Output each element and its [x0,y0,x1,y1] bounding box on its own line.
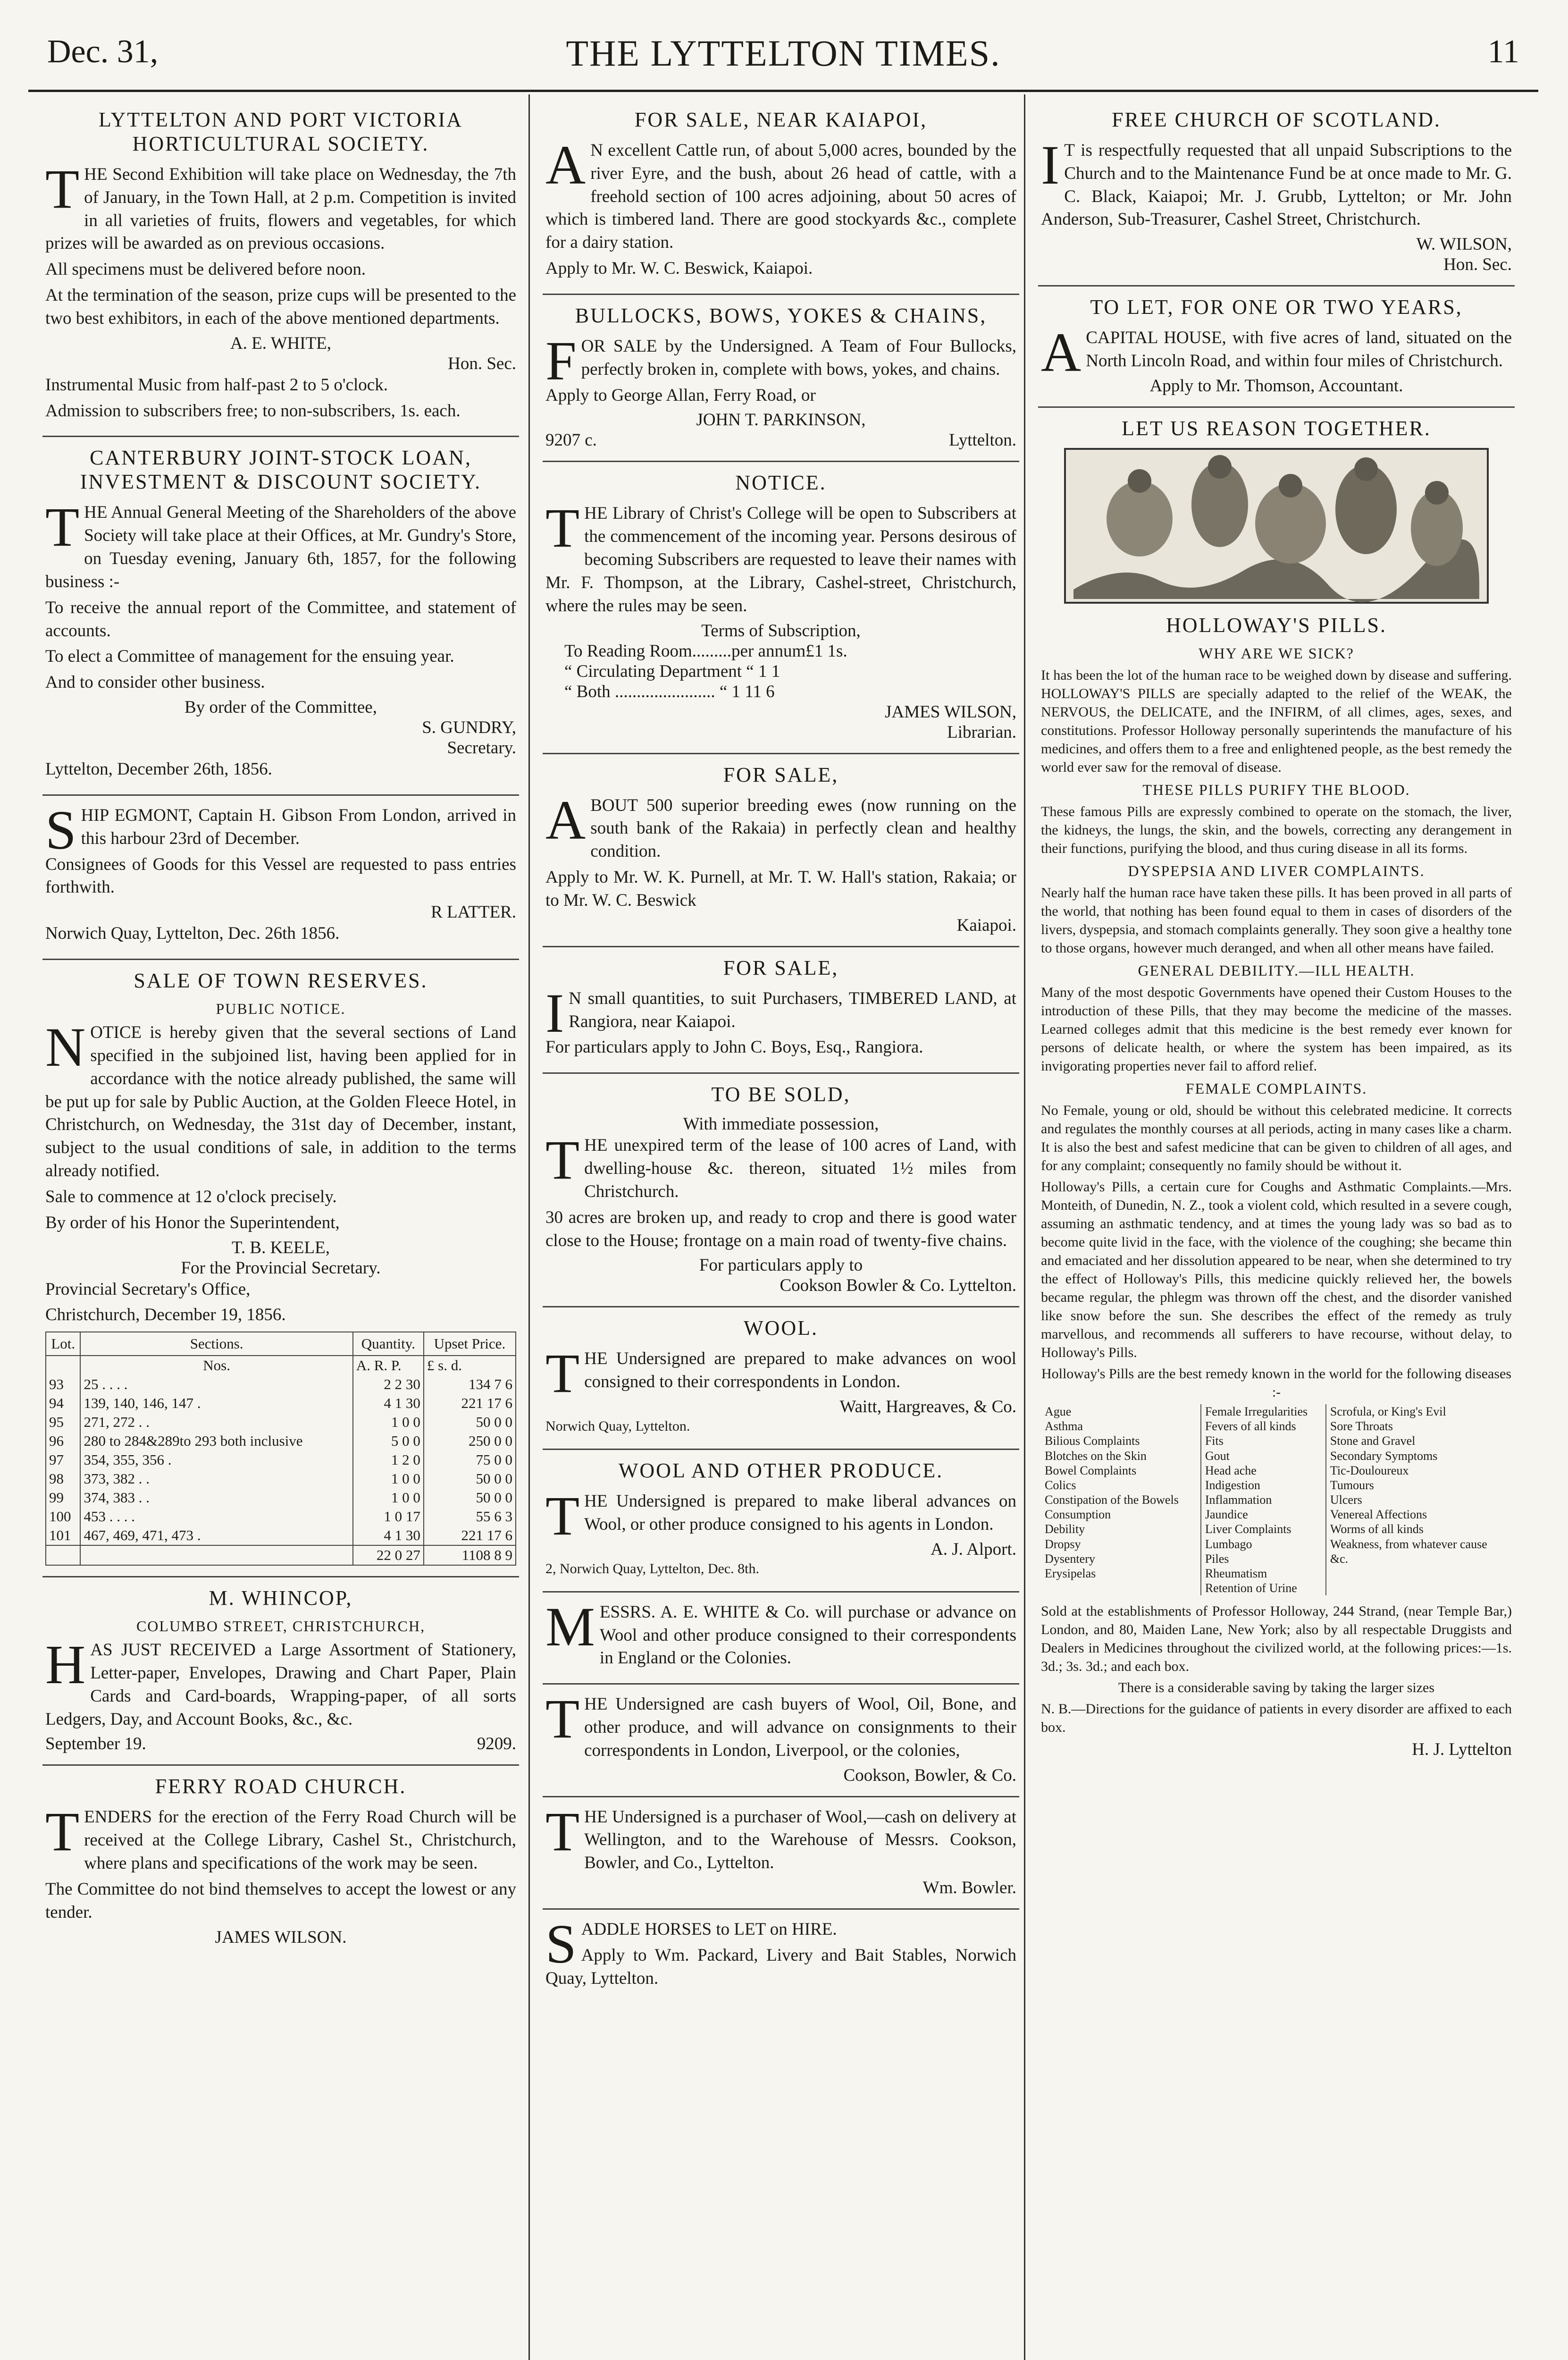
ad-body: Apply to Mr. W. C. Beswick, Kaiapoi. [545,259,813,278]
ad-wool [543,1307,1019,1450]
table-cell: 354, 355, 356 . [80,1450,352,1469]
ad-ferry-road-church [42,1766,519,1957]
ad-title: M. WHINCOP, [209,1586,353,1610]
engraving-illustration [1064,448,1489,604]
ad-date: Christchurch, December 19, 1856. [45,1305,286,1325]
ad-title: LYTTELTON AND PORT VICTORIA HORTICULTURAL SOCIETY. [99,108,463,155]
column-2 [543,99,1019,2360]
ailment-item: Asthma [1045,1419,1083,1433]
table-cell: 99 [46,1488,80,1507]
ailment-item: Colics [1045,1478,1076,1492]
ad-body: NOTICE is hereby given that the several sections of Land specified in the subjoined list, having been applied for in accordance with the notice already published, the same will be put up for sale by Public Auction, at the Golden Fleece Hotel, in Christchurch, on Wednesday, the 31st day of December, instant, subject to the usual conditions of sale, in addition to the terms already notified. [45,1016,516,1181]
ad-signature: R LATTER. [431,902,516,922]
ad-office: Provincial Secretary's Office, [45,1279,251,1299]
issue-date: Dec. 31, [47,34,159,70]
lots-table-header [46,1332,516,1356]
ad-title: FERRY ROAD CHURCH. [155,1775,407,1798]
ad-bullocks [543,295,1019,462]
ad-wool-produce [543,1450,1019,1593]
ad-title: FREE CHURCH OF SCOTLAND. [1112,108,1441,131]
terms-line: To Reading Room.........per annum£1 1s. [564,641,847,661]
ailment-item: Jaundice [1205,1508,1248,1522]
ad-to-let [1038,287,1515,408]
ad-signature: T. B. KEELE, [232,1238,330,1257]
table-cell: 98 [46,1469,80,1488]
ailment-item: Bilious Complaints [1045,1434,1140,1448]
terms-title: Terms of Subscription, [701,621,861,641]
table-cell [80,1545,352,1565]
ad-body: Nearly half the human race have taken these pills. It has been proved in all parts of the world, that nothing has been found equal to them in cases of disorders of the livers, dyspepsia, and stomach complaints generally. They soon give a healthy tone to those organs, however much deranged, and when all other means have failed. [1041,885,1512,956]
table-row [46,1375,516,1394]
ad-body: These famous Pills are expressly combined to operate on the stomach, the liver, the kidneys, the lungs, the skin, and the bowels, correcting any derangement in their functions, purifying the blood, and thus curing disease in all its forms. [1041,803,1512,856]
table-cell: 134 7 6 [424,1375,516,1394]
ailment-item: Head ache [1205,1463,1257,1477]
ad-body: THE Undersigned is a purchaser of Wool,—cash on delivery at Wellington, and to the Warehouse of Messrs. Cookson, Bowler, and Co., Lyttelton. [545,1800,1016,1873]
ad-body: Many of the most despotic Governments have opened their Custom Houses to the introduction of these Pills, that they may become the medicine of the masses. Learned colleges admit that this medicine is the best remedy ever known for persons of delicate health, or where the system has been impaired, as its invigorating properties never fail to afford relief. [1041,984,1512,1074]
ad-signature-role: For the Provincial Secretary. [181,1258,381,1278]
table-cell: 374, 383 . . [80,1488,352,1507]
ailment-item: Fits [1205,1434,1224,1448]
ad-place: Lyttelton. [949,430,1016,450]
ad-body: THE Undersigned are prepared to make advances on wool consigned to their correspondents in London. [545,1342,1016,1405]
table-row [46,1488,516,1507]
ad-body: To receive the annual report of the Committee, and statement of accounts. [45,598,516,641]
table-row [46,1507,516,1526]
table-cell: 96 [46,1432,80,1450]
ad-body: And to consider other business. [45,673,265,692]
table-cell: 25 . . . . [80,1375,352,1394]
table-cell: 453 . . . . [80,1507,352,1526]
ad-body: IN small quantities, to suit Purchasers, TIMBERED LAND, at Rangiora, near Kaiapoi. [545,982,1016,1044]
table-cell: 100 [46,1507,80,1526]
table-cell: 1 0 17 [353,1507,424,1526]
section-heading: FEMALE COMPLAINTS. [1185,1079,1367,1097]
table-cell: 280 to 284&289to 293 both inclusive [80,1432,352,1450]
ailment-item: Ulcers [1330,1493,1362,1507]
ailments-column [1326,1404,1512,1595]
lots-table-total [46,1545,516,1565]
table-cell: 373, 382 . . [80,1469,352,1488]
ad-body: Apply to Mr. Thomson, Accountant. [1149,376,1403,396]
ad-body: At the termination of the season, prize cups will be presented to the two best exhibitors, in each of the above mentioned departments. [45,286,516,328]
table-cell: 97 [46,1450,80,1469]
ad-canterbury-society [42,437,519,795]
table-row [46,1394,516,1413]
ad-place: 2, Norwich Quay, Lyttelton, Dec. 8th. [545,1560,759,1576]
ad-body: It has been the lot of the human race to be weighed down by disease and suffering. HOLLOWAY'S PILLS are specially adapted to the relief of the WEAK, the NERVOUS, the DELICATE, and the INFIRM, of all climes, ages, sexes, and constitutions. Professor Holloway personally superintends the manufacture of his medicines, and offers them to a free and enlightened people, as the best remedy the world ever saw for the removal of disease. [1041,667,1512,775]
ailment-item: Indigestion [1205,1478,1260,1492]
ailment-item: Constipation of the Bowels [1045,1493,1179,1507]
ad-saddle-horses [543,1910,1019,2003]
ad-body: N. B.—Directions for the guidance of patients in every disorder are affixed to each box. [1041,1701,1512,1736]
lots-table-subheader [46,1356,516,1375]
ad-subtitle: PUBLIC NOTICE. [216,1000,346,1018]
ad-title: BULLOCKS, BOWS, YOKES & CHAINS, [575,303,987,327]
ailment-item: Tumours [1330,1478,1374,1492]
ailment-item: Worms of all kinds [1330,1522,1424,1536]
table-cell: 50 0 0 [424,1469,516,1488]
ad-body: MESSRS. A. E. WHITE & Co. will purchase or advance on Wool and other produce consigned to their correspondents in England or the Colonies. [545,1595,1016,1668]
ad-body: AN excellent Cattle run, of about 5,000 acres, bounded by the river Eyre, and the bush, about 26 head of cattle, with a freehold section of 100 acres adjoining, about 50 acres of which is timbered land. There are good stockyards &c., complete for a dairy station. [545,134,1016,253]
masthead-rule [28,90,1538,92]
ailment-item: Dropsy [1045,1537,1081,1551]
section-heading: DYSPEPSIA AND LIVER COMPLAINTS. [1128,862,1425,879]
subheader-cell: Nos. [80,1356,352,1375]
ad-body: THE Undersigned are cash buyers of Wool, Oil, Bone, and other produce, and will advance on consignments to their correspondents in London, Liverpool, or the colonies, [545,1688,1016,1760]
ad-body: Sale to commence at 12 o'clock precisely. [45,1187,337,1206]
ailment-item: Retention of Urine [1205,1581,1297,1595]
ailment-item: Secondary Symptoms [1330,1449,1438,1463]
ad-ewes [543,754,1019,947]
table-cell: 1 0 0 [353,1413,424,1432]
table-cell: 50 0 0 [424,1488,516,1507]
ad-to-be-sold [543,1074,1019,1307]
ad-timbered-land [543,947,1019,1074]
ad-cookson-bowler [543,1685,1019,1797]
ad-title: FOR SALE, [723,763,839,786]
ad-body: THE Annual General Meeting of the Shareholders of the above Society will take place at their Offices, at Mr. Gundry's Store, on Tuesday evening, January 6th, 1857, for the following business :- [45,496,516,591]
ad-body: ABOUT 500 superior breeding ewes (now running on the south bank of the Rakaia) in perfectly clean and healthy condition. [545,789,1016,861]
ad-free-church [1038,99,1515,287]
ad-body: For particulars apply to [699,1256,863,1275]
ailment-item: Weakness, from whatever cause [1330,1537,1487,1551]
table-cell [46,1545,80,1565]
ad-title: SALE OF TOWN RESERVES. [134,969,428,993]
section-heading: THESE PILLS PURIFY THE BLOOD. [1142,781,1410,798]
table-cell: 271, 272 . . [80,1413,352,1432]
ad-body: IT is respectfully requested that all unpaid Subscriptions to the Church and to the Maintenance Fund be at once made to Mr. G. C. Black, Kaiapoi; Mr. J. Grubb, Lyttelton; or Mr. John Anderson, Sub-Treasurer, Cashel Street, Christchurch. [1041,134,1512,229]
ailments-intro: Holloway's Pills are the best remedy known in the world for the following diseases :- [1041,1365,1512,1400]
ad-number: 9207 c. [545,430,597,450]
lots-table [45,1332,516,1566]
ad-title: TO LET, FOR ONE OR TWO YEARS, [1090,295,1463,319]
ad-body: Apply to Mr. W. K. Purnell, at Mr. T. W. Hall's station, Rakaia; or to Mr. W. C. Beswick [545,868,1016,910]
ad-date: September 19. [45,1734,146,1754]
table-row [46,1432,516,1450]
ad-body: Apply to Wm. Packard, Livery and Bait Stables, Norwich Quay, Lyttelton. [545,1945,1016,1988]
ad-kaiapoi-run [543,99,1019,295]
masthead [28,19,1538,76]
ad-place: Norwich Quay, Lyttelton. [545,1418,690,1434]
ailment-item: Sore Throats [1330,1419,1393,1433]
subheader-cell: A. R. P. [353,1356,424,1375]
ailment-item: Rheumatism [1205,1567,1267,1581]
ailment-item: Dysentery [1045,1551,1095,1566]
table-cell: 250 0 0 [424,1432,516,1450]
ailments-table [1041,1404,1512,1595]
ad-body: All specimens must be delivered before noon. [45,260,366,279]
table-cell: 221 17 6 [424,1526,516,1545]
ailment-item: Tic-Douloureux [1330,1463,1409,1477]
ad-signature: JAMES WILSON, [885,702,1016,722]
ad-town-reserves [42,960,519,1577]
ailment-item: &c. [1330,1551,1349,1566]
ad-signature: JAMES WILSON. [215,1927,347,1947]
ad-body: Apply to George Allan, Ferry Road, or [545,385,816,405]
ad-title: NOTICE. [735,471,827,495]
ad-holloways-pills [1038,408,1515,1770]
table-row [46,1526,516,1545]
ad-body: The Committee do not bind themselves to accept the lowest or any tender. [45,1879,516,1922]
ad-signature: Cookson, Bowler, & Co. [843,1765,1016,1785]
ad-signature: H. J. Lyttelton [1412,1740,1512,1760]
ailment-item: Venereal Affections [1330,1508,1427,1522]
ad-body: Admission to subscribers free; to non-subscribers, 1s. each. [45,401,461,421]
ad-body: 30 acres are broken up, and ready to crop and there is good water close to the House; frontage on a main road of twenty-five chains. [545,1207,1016,1250]
ad-subtitle: COLUMBO STREET, CHRISTCHURCH, [136,1618,426,1635]
ad-title: CANTERBURY JOINT-STOCK LOAN, INVESTMENT & DISCOUNT SOCIETY. [80,446,482,494]
ad-whincop [42,1577,519,1766]
ad-horticultural [42,99,519,437]
table-cell: 101 [46,1526,80,1545]
subheader-cell: £ s. d. [424,1356,516,1375]
ailment-item: Consumption [1045,1508,1111,1522]
ad-signature: S. GUNDRY, [422,718,516,738]
terms-line: “ Circulating Department “ 1 1 [564,661,780,681]
column-divider [528,94,530,2360]
ad-order-line: By order of his Honor the Superintendent, [45,1213,340,1232]
table-cell: 93 [46,1375,80,1394]
table-cell: 1 2 0 [353,1450,424,1469]
table-cell: 1 0 0 [353,1469,424,1488]
ad-signature: A. E. WHITE, [230,333,332,353]
section-heading: GENERAL DEBILITY.—ILL HEALTH. [1138,961,1415,979]
table-cell: 467, 469, 471, 473 . [80,1526,352,1545]
col-header: Upset Price. [424,1332,516,1356]
table-row [46,1469,516,1488]
ad-signature-role: Hon. Sec. [448,354,516,373]
ad-signature: Waitt, Hargreaves, & Co. [839,1397,1016,1417]
ad-title: FOR SALE, [723,956,839,979]
table-cell: 55 6 3 [424,1507,516,1526]
ad-body: There is a considerable saving by taking the larger sizes [1118,1680,1435,1696]
ad-signature-role: Librarian. [947,722,1016,742]
terms-line: “ Both ....................... “ 1 11 6 [564,682,775,701]
table-cell: 75 0 0 [424,1450,516,1469]
ailment-item: Inflammation [1205,1493,1272,1507]
ad-body: ACAPITAL HOUSE, with five acres of land, situated on the North Lincoln Road, and within four miles of Christchurch. [1041,321,1512,384]
table-cell: 1 0 0 [353,1488,424,1507]
ad-title: WOOL. [744,1316,818,1340]
ailment-item: Piles [1205,1551,1229,1566]
ailment-item: Debility [1045,1522,1085,1536]
ad-signature-role: Secretary. [447,738,516,758]
ad-body: THE unexpired term of the lease of 100 acres of Land, with dwelling-house &c. thereon, situated 1½ miles from Christchurch. [545,1129,1016,1201]
table-cell: 139, 140, 146, 147 . [80,1394,352,1413]
ad-body: For particulars apply to John C. Boys, Esq., Rangiora. [545,1037,923,1057]
table-cell: 2 2 30 [353,1375,424,1394]
ad-body: THE Undersigned is prepared to make liberal advances on Wool, or other produce consigned to his agents in London. [545,1485,1016,1547]
ad-title: FOR SALE, NEAR KAIAPOI, [634,108,928,131]
subheader-cell [46,1356,80,1375]
ad-footer [545,430,1016,450]
ad-signature: Wm. Bowler. [922,1878,1016,1898]
ailment-item: Stone and Gravel [1330,1434,1416,1448]
table-row [46,1450,516,1469]
ad-footer [45,1734,516,1754]
ad-body: HAS JUST RECEIVED a Large Assortment of Stationery, Letter-paper, Envelopes, Drawing and Chart Paper, Plain Cards and Card-boards, Wrapping-paper, of all sorts Ledgers, Day, and Account Books, &c., &c. [45,1634,516,1729]
col-header: Lot. [46,1332,80,1356]
ailment-item: Liver Complaints [1205,1522,1291,1536]
ad-body: Instrumental Music from half-past 2 to 5 o'clock. [45,375,388,395]
ad-body: Sold at the establishments of Professor Holloway, 244 Strand, (near Temple Bar,) London, and 80, Maiden Lane, New York; also by all respectable Druggists and Dealers in Medicines throughout the civilized world, at the following prices:—1s. 3d.; 3s. 3d.; and each box. [1041,1603,1512,1675]
ailment-item: Lumbago [1205,1537,1252,1551]
ailments-column [1041,1404,1201,1595]
ailment-item: Blotches on the Skin [1045,1449,1147,1463]
ad-date: Norwich Quay, Lyttelton, Dec. 26th 1856. [45,924,340,944]
table-cell: 94 [46,1394,80,1413]
ad-body: TENDERS for the erection of the Ferry Road Church will be received at the College Library, Cashel St., Christchurch, where plans and specifications of the work may be seen. [45,1801,516,1873]
ailment-item: Erysipelas [1045,1567,1096,1581]
page-number: 11 [1487,34,1519,70]
ad-number: 9209. [477,1734,516,1754]
table-cell: 4 1 30 [353,1394,424,1413]
ailment-item: Scrofula, or King's Evil [1330,1404,1446,1418]
ad-ship-egmont [42,796,519,960]
table-cell: 50 0 0 [424,1413,516,1432]
ad-bowler [543,1797,1019,1910]
ad-body: Consignees of Goods for this Vessel are requested to pass entries forthwith. [45,854,516,897]
ad-signature: W. WILSON, [1416,235,1512,254]
table-cell: 221 17 6 [424,1394,516,1413]
ad-signature-role: Hon. Sec. [1443,255,1512,275]
ailments-column [1201,1404,1326,1595]
ad-order-line: By order of the Committee, [184,698,377,717]
pills-title: HOLLOWAY'S PILLS. [1166,613,1387,637]
ad-white-co [543,1593,1019,1685]
table-cell: 95 [46,1413,80,1432]
ailment-item: Bowel Complaints [1045,1463,1137,1477]
col-header: Sections. [80,1332,352,1356]
ad-library-notice [543,462,1019,754]
ad-title: WOOL AND OTHER PRODUCE. [618,1459,944,1483]
ailment-item: Fevers of all kinds [1205,1419,1296,1433]
ad-signature: Cookson Bowler & Co. Lyttelton. [780,1276,1016,1296]
table-cell: 1108 8 9 [424,1545,516,1565]
ad-date: Lyttelton, December 26th, 1856. [45,759,272,779]
ad-body: THE Library of Christ's College will be open to Subscribers at the commencement of the incoming year. Persons desirous of becoming Subscribers are requested to leave their names with Mr. F. Thompson, at the Library, Cashel-street, Christchurch, where the rules may be seen. [545,497,1016,615]
table-cell: 5 0 0 [353,1432,424,1450]
ailment-item: Female Irregularities [1205,1404,1308,1418]
ad-title: LET US REASON TOGETHER. [1122,416,1431,440]
table-cell: 4 1 30 [353,1526,424,1545]
ad-signature: A. J. Alport. [931,1539,1016,1559]
col-header: Quantity. [353,1332,424,1356]
table-row [46,1413,516,1432]
ad-place: Kaiapoi. [956,915,1016,935]
section-heading: WHY ARE WE SICK? [1199,644,1354,662]
column-1 [42,99,519,2360]
ad-body: To elect a Committee of management for the ensuing year. [45,647,454,666]
ailment-item: Gout [1205,1449,1230,1463]
column-divider [1024,94,1025,2360]
ailment-item: Ague [1045,1404,1072,1418]
ad-body: No Female, young or old, should be without this celebrated medicine. It corrects and regulates the monthly courses at all periods, acting in many cases like a charm. It is also the best and safest medicine that can be given to children of all ages, and for any complaint; consequently no family should be without it. [1041,1102,1512,1173]
ad-body: FOR SALE by the Undersigned. A Team of Four Bullocks, perfectly broken in, complete with bows, yokes, and chains. [545,329,1016,392]
ad-body: SADDLE HORSES to LET on HIRE. [545,1913,837,1975]
ad-body: SHIP EGMONT, Captain H. Gibson From London, arrived in this harbour 23rd of December. [45,799,516,861]
ad-body: Holloway's Pills, a certain cure for Coughs and Asthmatic Complaints.—Mrs. Monteith, of Dunedin, N. Z., took a violent cold, which resulted in a severe cough, assuming an asthmatic tendency, and at times the young lady was so bad as to become quite livid in the face, with the violence of the coughing; she became thin and emaciated and her dissolution appeared to be near, when she determined to try the effect of Holloway's Pills, this medicine quickly relieved her, the bowels became regular, the phlegm was thrown off the chest, and the disorder vanished like snow before the sun. She describes the effect of the remedy as truly marvellous, and recommends all sufferers to have recourse, without delay, to Holloway's Pills. [1041,1179,1512,1360]
ad-signature: JOHN T. PARKINSON, [696,410,866,430]
table-cell: 22 0 27 [353,1545,424,1565]
ad-title: TO BE SOLD, [711,1083,851,1106]
ad-body: THE Second Exhibition will take place on Wednesday, the 7th of January, in the Town Hall, at 2 p.m. Competition is invited in all varieties of fruits, flowers and vegetables, for which prizes will be awarded as on previous occasions. [45,158,516,253]
ad-subtitle: With immediate possession, [683,1114,879,1134]
column-3 [1038,99,1515,2360]
newspaper-title: THE LYTTELTON TIMES. [566,33,1001,74]
